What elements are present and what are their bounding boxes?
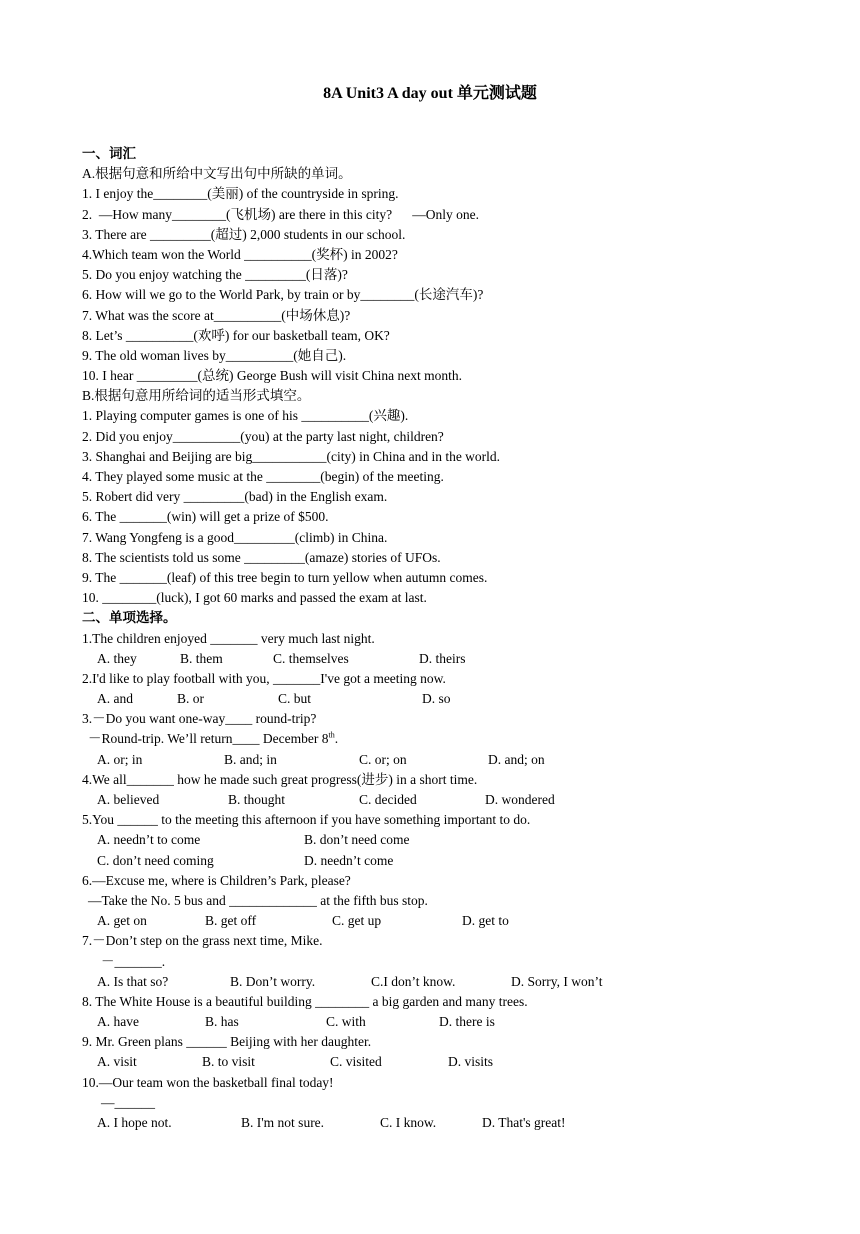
option-a: A. visit [97, 1054, 137, 1070]
part-b-item-7: 7. Wang Yongfeng is a good_________(climb) in China. [82, 529, 388, 545]
part-b-item-5: 5. Robert did very _________(bad) in the English exam. [82, 489, 388, 505]
question-10-options [82, 1113, 802, 1133]
option-a: A. and [97, 691, 133, 707]
question-5-options-row-1 [82, 830, 802, 850]
question-7-stem: 7.－Don’t step on the grass next time, Mike. [82, 933, 323, 949]
part-b-item-9: 9. The _______(leaf) of this tree begin to turn yellow when autumn comes. [82, 569, 488, 585]
option-a: A. get on [97, 913, 147, 929]
question-10-stem: 10.—Our team won the basketball final today! [82, 1074, 334, 1090]
option-b: B. get off [205, 913, 257, 929]
option-c: C.I don’t know. [371, 973, 456, 989]
option-b: B. has [205, 1014, 239, 1030]
part-b-item-4: 4. They played some music at the ________(begin) of the meeting. [82, 469, 444, 484]
part-a-item-6: 6. How will we go to the World Park, by train or by________(长途汽车)? [82, 287, 484, 303]
part-b-item-8: 8. The scientists told us some _________(amaze) stories of UFOs. [82, 549, 441, 565]
question-4-options [82, 790, 802, 810]
option-d: D. there is [439, 1014, 495, 1030]
question-1-stem: 1.The children enjoyed _______ very much last night. [82, 630, 375, 646]
option-d: D. That's great! [482, 1115, 566, 1130]
option-c: C. but [278, 691, 312, 707]
option-c: C. or; on [359, 751, 407, 767]
question-4-stem: 4.We all_______ how he made such great progress(进步) in a short time. [82, 771, 478, 787]
option-d: D. Sorry, I won’t [511, 973, 603, 989]
part-b-item-6: 6. The _______(win) will get a prize of $500. [82, 509, 329, 525]
question-6-options [82, 911, 802, 931]
option-c: C. with [326, 1014, 366, 1030]
option-b: B. Don’t worry. [230, 973, 316, 989]
option-c: C. don’t need coming [97, 852, 214, 868]
part-a-instruction: A.根据句意和所给中文写出句中所缺的单词。 [82, 166, 352, 182]
option-b: B. or [177, 691, 204, 707]
question-2-options [82, 689, 802, 709]
question-6-line-2: —Take the No. 5 bus and _____________ at the fifth bus stop. [88, 892, 428, 908]
part-a-item-8: 8. Let’s __________(欢呼) for our basketball team, OK? [82, 327, 390, 343]
page-title: 8A Unit3 A day out 单元测试题 [323, 85, 537, 102]
option-b: B. I'm not sure. [241, 1115, 325, 1130]
option-d: D. visits [448, 1054, 494, 1070]
part-b-item-1: 1. Playing computer games is one of his __________(兴趣). [82, 408, 409, 424]
option-a: A. I hope not. [97, 1115, 172, 1130]
option-c: C. decided [359, 792, 417, 807]
question-5-stem: 5.You ______ to the meeting this afternoon if you have something important to do. [82, 812, 531, 828]
question-3-options [82, 750, 802, 770]
option-a: A. needn’t to come [97, 832, 201, 848]
question-8-options [82, 1012, 802, 1032]
option-d: D. needn’t come [304, 852, 394, 868]
question-3-stem: 3.－Do you want one-way____ round-trip? [82, 711, 317, 727]
part-a-item-2: 2. —How many________(飞机场) are there in this city? —Only one. [82, 206, 480, 222]
option-d: D. theirs [419, 650, 466, 666]
question-3-reply: －Round-trip. We’ll return____ December 8 [88, 731, 329, 747]
part-b-item-2: 2. Did you enjoy__________(you) at the party last night, children? [82, 428, 444, 444]
part-a-item-3: 3. There are _________(超过) 2,000 students in our school. [82, 226, 406, 242]
question-1-options [82, 649, 802, 669]
option-d: D. wondered [485, 792, 555, 807]
question-8-stem: 8. The White House is a beautiful building ________ a big garden and many trees. [82, 993, 528, 1009]
part-a-item-4: 4.Which team won the World __________(奖杯) in 2002? [82, 246, 398, 262]
question-9-options [82, 1052, 802, 1072]
ordinal-suffix: th [328, 730, 335, 740]
option-c: C. get up [332, 913, 382, 929]
option-d: D. so [422, 691, 451, 707]
option-b: B. don’t need come [304, 832, 410, 848]
option-d: D. get to [462, 913, 509, 929]
option-a: A. have [97, 1014, 139, 1030]
part-a-item-5: 5. Do you enjoy watching the _________(日落)? [82, 267, 348, 283]
option-a: A. Is that so? [97, 973, 169, 989]
question-7-line-2: －_______. [101, 953, 166, 969]
option-b: B. and; in [224, 751, 277, 767]
option-c: C. I know. [380, 1115, 437, 1130]
option-a: A. believed [97, 792, 160, 807]
option-c: C. themselves [273, 650, 349, 666]
part-a-item-1: 1. I enjoy the________(美丽) of the countryside in spring. [82, 186, 399, 202]
section-1-heading: 一、词汇 [82, 146, 136, 161]
option-a: A. or; in [97, 751, 143, 767]
period: . [334, 731, 339, 747]
option-b: B. thought [228, 792, 286, 807]
option-c: C. visited [330, 1054, 382, 1070]
option-b: B. them [180, 650, 223, 666]
question-10-line-2: —______ [101, 1094, 155, 1110]
question-5-options-row-2 [82, 851, 802, 871]
question-2-stem: 2.I'd like to play football with you, _______I've got a meeting now. [82, 670, 446, 686]
part-a-item-7: 7. What was the score at__________(中场休息)? [82, 307, 351, 323]
option-d: D. and; on [488, 751, 545, 767]
question-6-stem: 6.—Excuse me, where is Children’s Park, please? [82, 872, 351, 888]
question-9-stem: 9. Mr. Green plans ______ Beijing with her daughter. [82, 1034, 372, 1050]
option-a: A. they [97, 650, 137, 666]
part-b-instruction: B.根据句意用所给词的适当形式填空。 [82, 388, 311, 404]
part-b-item-3: 3. Shanghai and Beijing are big___________(city) in China and in the world. [82, 448, 501, 464]
question-3-line-2 [82, 729, 802, 749]
section-2-heading: 二、单项选择。 [82, 610, 177, 626]
worksheet-content [82, 144, 802, 1133]
option-b: B. to visit [202, 1054, 255, 1070]
part-a-item-10: 10. I hear _________(总统) George Bush will visit China next month. [82, 368, 462, 384]
part-a-item-9: 9. The old woman lives by__________(她自己). [82, 347, 347, 363]
question-7-options [82, 972, 802, 992]
part-b-item-10: 10. ________(luck), I got 60 marks and passed the exam at last. [82, 590, 427, 606]
